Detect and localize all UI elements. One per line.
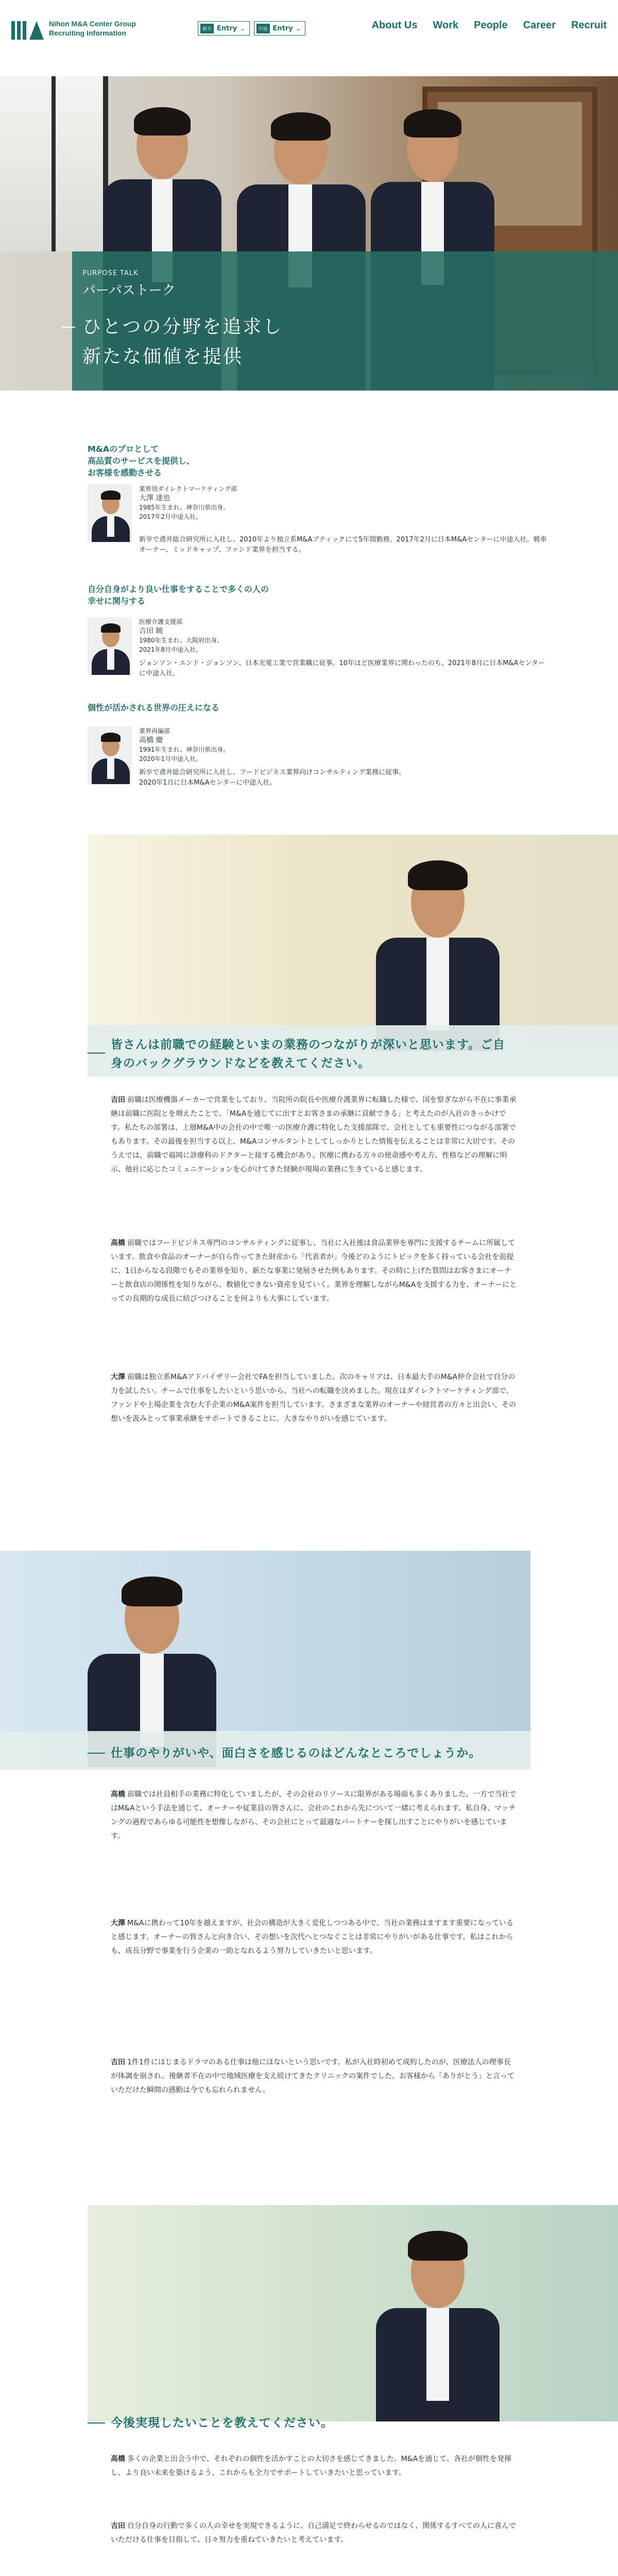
profile-bio: 新卒で鳶井総合研究所に入社し、2010年より独立系M&Aブティックにて5年間勤務。2017年2月に日本M&Aセンターに中途入社。戦車オーナー、ミッドキャップ、ファンド業界を担当する。 (139, 536, 547, 554)
answer-text: M&Aに携わって10年を越えますが、社会の構造が大きく変化しつつある中で、当社の業務はますます重要になっていると感じます。オーナーの皆さんと向き合い、その想いを次代へとつなぐことは非常にやりがいがある仕事です。私はこれからも、成長分野で事業を行う企業の一助となれるよう努力していきたいと思います。 (111, 1919, 513, 1955)
entry-button-new-grad[interactable] (198, 21, 249, 36)
answer-text: 1件1件にはじまるドラマのある仕事は他にはないという思いです。私が入社時初めて成約したのが、医療法人の理事長が体調を崩され、後継者不在の中で地域医療を支え続けてきたクリニックの案件でした。お客様から「ありがとう」と言っていただけた瞬間の感動は今でも忘れられません。 (111, 2058, 514, 2094)
section1-photo (88, 835, 618, 1051)
logo-line1: Nihon M&A Center Group (49, 20, 136, 28)
hero-label: PURPOSE TALK (82, 269, 139, 277)
nav-work[interactable]: Work (433, 20, 459, 31)
entry-label: Entry (272, 24, 293, 32)
profile-join: 2021年8月中途入社。 (139, 646, 202, 653)
section3-photo (88, 2205, 618, 2421)
logo-text (49, 19, 136, 38)
avatar (88, 726, 132, 784)
profile-name: 大澤 達也 (139, 494, 170, 502)
answer-speaker: 高橋 (111, 1790, 125, 1799)
avatar (88, 617, 132, 675)
hero-photo (0, 76, 618, 391)
answer-speaker: 吉田 (111, 1096, 125, 1104)
answer-text: 前職では社員相手の業務に特化していましたが、その会社のリソースに限界がある場面も多くありました。一方で当社ではM&Aという手法を通じて、オーナーや従業員の皆さんに、会社のこれから先について一緒に考えられます。私自身、マッチングの過程であらゆる可能性を想像しながら、その会社にとって最適なパートナーを探し出すことにやりがいを感じています。 (111, 1790, 517, 1840)
section1-answer-3 (111, 1370, 518, 1426)
answer-text: 前職は医療機器メーカーで営業をしており、当院所の院長や医療介護業界に転職した様で、国を察ぎながら不在に事業承継は前職に医院とを増えたことで、「M&Aを通じてに出すとお客さまの承継に貢献できる」と考えたのが入社のきっかけです。私たちの部署は、上層M&A中の会社の中で唯一の医療介護に特化した支援部隊で、会社としても重要性につながる部署でもあります。その最後を担当する以上、M&Aコンサルタントとしてしっかりとした情報を伝えることは非常に大切です。そのうえでは、前職で福岡に診療科のドクターと接する機会があり、医療に携わる方々の使命感や考え方、性格などの理解に明示、他社に応じたコミュニケーションを心がけてきた経験が現場の業務に生きていると感じます。 (111, 1096, 517, 1174)
profile-name: 高橋 慶 (139, 736, 163, 744)
answer-speaker: 大澤 (111, 1919, 125, 1927)
entry-tag: 中途 (256, 24, 270, 33)
chevron-down-icon: ⌄ (240, 25, 245, 32)
entry-tag: 新卒 (200, 24, 214, 33)
avatar (88, 484, 132, 542)
section2-answer-3 (111, 2056, 518, 2097)
profile-info (139, 617, 223, 654)
answer-speaker: 高橋 (111, 2455, 125, 2463)
nav-about-us[interactable]: About Us (371, 20, 418, 31)
section1-answer-2 (111, 1236, 518, 1306)
profile-birth: 1985年生まれ、神奈川県出身。 (139, 504, 230, 511)
profile-info (139, 484, 237, 521)
profile-bio: ジョンソン・エンド・ジョンソン、日本光電工業で営業職に従事。10年ほど医療業界に関わったのち、2021年8月に日本M&Aセンターに中途入社。 (139, 659, 545, 677)
answer-text: 多くの企業と出会う中で、それぞれの個性を活かすことの大切さを感じてきました。M&Aを通じて、各社が個性を発揮し、より良い未来を築けるよう、これからも全力でサポートしていきたいと思っています。 (111, 2455, 512, 2477)
nav-career[interactable]: Career (523, 20, 556, 31)
logo-line2: Recruiting Information (49, 29, 127, 37)
answer-speaker: 大澤 (111, 1373, 125, 1381)
section2-answer-1 (111, 1788, 518, 1843)
hero-window (0, 76, 108, 251)
answer-speaker: 吉田 (111, 2058, 125, 2066)
global-nav (372, 20, 607, 31)
logo-mark-icon (11, 17, 44, 40)
profile-title-1: M&Aのプロとして 高品質のサービスを提供し、 お客様を感動させる (88, 444, 195, 478)
section3-answer-1 (111, 2452, 518, 2480)
answer-speaker: 吉田 (111, 2522, 125, 2530)
question-line-decoration (88, 2422, 105, 2424)
hero-sub-line1: ひとつの分野を追求し (82, 316, 283, 337)
answer-text: 自分自身の行動で多くの人の幸せを実現できるように、自己満足で終わらせるのではなく、関係するすべての人に喜んでいただける仕事を目指して、日々努力を重ねていきたいと考えています。 (111, 2522, 517, 2544)
answer-text: 前職は独立系M&Aアドバイザリー会社でFAを担当していました。次のキャリアは、日本最大手のM&A仲介会社で自分の力を試したい。チームで仕事をしたいという思いから、当社への転職を決めました。現在はダイレクトマーケティング部で、ファンドや上場企業を含む大手企業のM&A案件を担当しています。さまざまな業界のオーナーや経営者の方々と出会い、その想いを汲みとって事業承継をサポートできることに、大きなやりがいを感じています。 (111, 1373, 517, 1423)
nav-people[interactable]: People (474, 20, 508, 31)
profile-birth: 1991年生まれ、神奈川県出身。 (139, 746, 230, 753)
profile-dept: 医療介護支援部 (139, 618, 183, 625)
section3-question: 今後実現したいことを教えてください。 (111, 2416, 333, 2430)
answer-speaker: 高橋 (111, 1239, 125, 1247)
profile-title-2: 自分自身がより良い仕事をすることで多くの人の 幸せに関与する (88, 584, 269, 606)
profile-info (139, 726, 229, 764)
section3-answer-2 (111, 2519, 518, 2547)
section2-answer-2 (111, 1917, 518, 1958)
profile-join: 2020年1月中途入社。 (139, 755, 202, 762)
answer-text: 前職ではフードビジネス専門のコンサルティングに従事し、当社に入社後は食品業界を専門に支援するチームに所属しています。飲食や食品のオーナーが自ら作ってきた財産から「代表者が」今後どのようにトピックを多く持っている会社を前提に、1日からなる段階でもその業界を知り、新たな事業に発展させた例もあります。その時に上げた質問はお客さまにオーナーと飲食店の関係性を知りながら、数値化できない資産を見ていく。業界を理解しながらM&Aを支援する力を、オーナーにとっての長期的な成長に結びつけることを何よりも大事にしています。 (111, 1239, 517, 1303)
site-header (0, 0, 618, 57)
section1-question: 皆さんは前職での経験といまの業務のつながりが深いと思います。ご自 身のバックグラウンドなどを教えてください。 (111, 1038, 506, 1070)
hero-subtitle (82, 312, 283, 372)
entry-label: Entry (217, 24, 237, 32)
page-title: パーパストーク (82, 283, 176, 298)
question-line-decoration (88, 1053, 105, 1054)
profile-dept: 業界再編部 (139, 727, 170, 735)
entry-button-mid-career[interactable] (254, 21, 305, 36)
hero-sub-line2: 新たな価値を提供 (82, 346, 244, 367)
profile-join: 2017年2月中途入社。 (139, 513, 202, 520)
profile-title-3: 個性が活かされる世界の圧えになる (88, 703, 220, 713)
profile-bio: 新卒で鳶井総合研究所に入社し、フードビジネス業界向けコンサルティング業務に従事。 2020年1月に日本M&Aセンターに中途入社。 (139, 769, 406, 787)
section2-question: 仕事のやりがいや、面白さを感じるのはどんなところでしょうか。 (111, 1747, 482, 1760)
profile-birth: 1980年生まれ、大阪府出身。 (139, 637, 224, 644)
site-logo[interactable] (11, 17, 136, 40)
nav-recruit[interactable]: Recruit (571, 20, 607, 31)
hero-line-decoration (62, 327, 75, 328)
question-line-decoration (88, 1753, 105, 1754)
profile-name: 吉田 暁 (139, 627, 163, 635)
section1-answer-1 (111, 1093, 518, 1177)
entry-buttons (198, 21, 305, 36)
profile-dept: 業界別ダイレクトマーケティング部 (139, 485, 237, 493)
chevron-down-icon: ⌄ (296, 25, 301, 32)
